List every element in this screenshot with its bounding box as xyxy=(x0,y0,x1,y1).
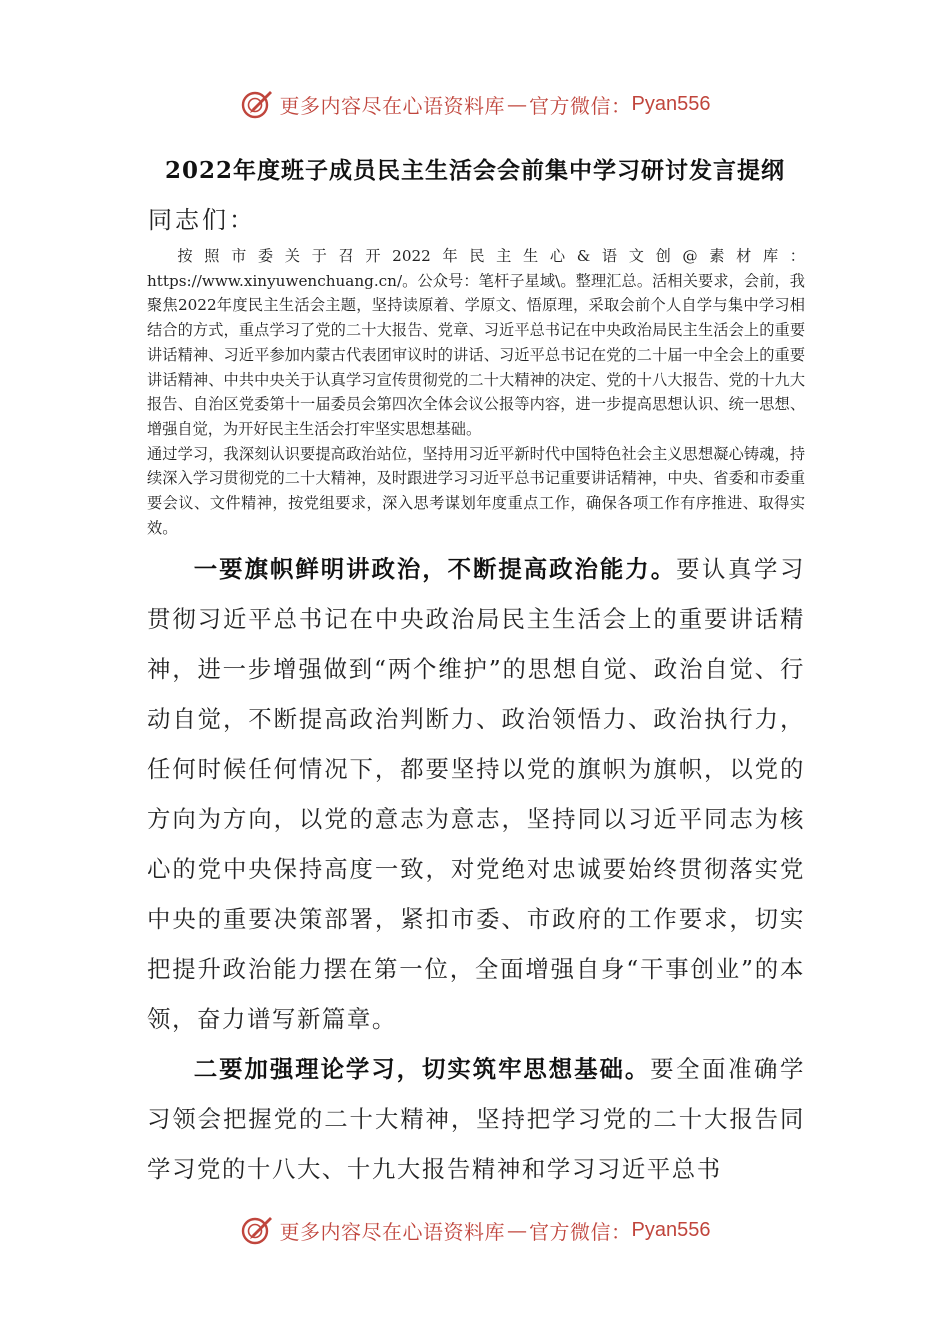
section-1 xyxy=(147,544,805,1044)
pen-circle-icon xyxy=(240,87,274,121)
greeting: 同志们： xyxy=(148,206,256,234)
intro-paragraph: 按照市委关于召开2022年民主生心&语文创@素材库：https://www.xinyuwenchuang.cn/。公众号：笔杆子星域\。整理汇总。活相关要求，会前，我聚焦2022年度民主生活会主题，坚持读原着、学原文、悟原理，采取会前个人自学与集中学习相结合的方式，重点学习了党的二十大报告、党章、习近平总书记在中央政治局民主生活会上的重要讲话精神、习近平参加内蒙古代表团审议时的讲话、习近平总书记在党的二十届一中全会上的重要讲话精神、中共中央关于认真学习宣传贯彻党的二十大精神的决定、党的十八大报告、党的十九大报告、自治区党委第十一届委员会第四次全体会议公报等内容，进一步提高思想认识、统一思想、增强自觉，为开好民主生活会打牢坚实思想基础。 xyxy=(147,247,805,438)
banner-text: 更多内容尽在心语资料库 xyxy=(279,93,506,118)
intro-block xyxy=(147,244,805,540)
banner-dash: — xyxy=(507,1218,528,1242)
document-title: 2022年度班子成员民主生活会会前集中学习研讨发言提纲 xyxy=(164,157,785,184)
pen-circle-icon xyxy=(240,1213,274,1247)
banner-wechat-id: Pyan556 xyxy=(631,92,711,115)
section-2-body: 要全面准确学习领会把握党的二十大精神，坚持把学习党的二十大报告同学习党的十八大、十九大报告精神和学习习近平总书 xyxy=(147,1055,805,1183)
section-2-heading: 二要加强理论学习，切实筑牢思想基础。 xyxy=(193,1055,651,1083)
header-banner xyxy=(0,82,950,126)
section-1-heading: 一要旗帜鲜明讲政治，不断提高政治能力。 xyxy=(193,555,677,583)
section-1-body: 要认真学习贯彻习近平总书记在中央政治局民主生活会上的重要讲话精神，进一步增强做到“两个维护”的思想自觉、政治自觉、行动自觉，不断提高政治判断力、政治领悟力、政治执行力，任何时候任何情况下，都要坚持以党的旗帜为旗帜，以党的方向为方向，以党的意志为意志，坚持同以习近平同志为核心的党中央保持高度一致，对党绝对忠诚要始终贯彻落实党中央的重要决策部署，紧扣市委、市政府的工作要求，切实把提升政治能力摆在第一位，全面增强自身“干事创业”的本领，奋力谱写新篇章。 xyxy=(147,555,806,1033)
banner-dash: — xyxy=(507,92,528,116)
banner-wechat-id: Pyan556 xyxy=(631,1218,711,1241)
banner-official-label: 官方微信： xyxy=(529,93,632,118)
banner-official-label: 官方微信： xyxy=(529,1219,632,1244)
intro-paragraph: 通过学习，我深刻认识要提高政治站位，坚持用习近平新时代中国特色社会主义思想凝心铸魂，持续深入学习贯彻党的二十大精神，及时跟进学习习近平总书记重要讲话精神，中央、省委和市委重要会议、文件精神，按党组要求，深入思考谋划年度重点工作，确保各项工作有序推进、取得实效。 xyxy=(147,444,805,537)
banner-text: 更多内容尽在心语资料库 xyxy=(279,1219,506,1244)
footer-banner xyxy=(0,1208,950,1252)
section-2 xyxy=(147,1044,805,1194)
